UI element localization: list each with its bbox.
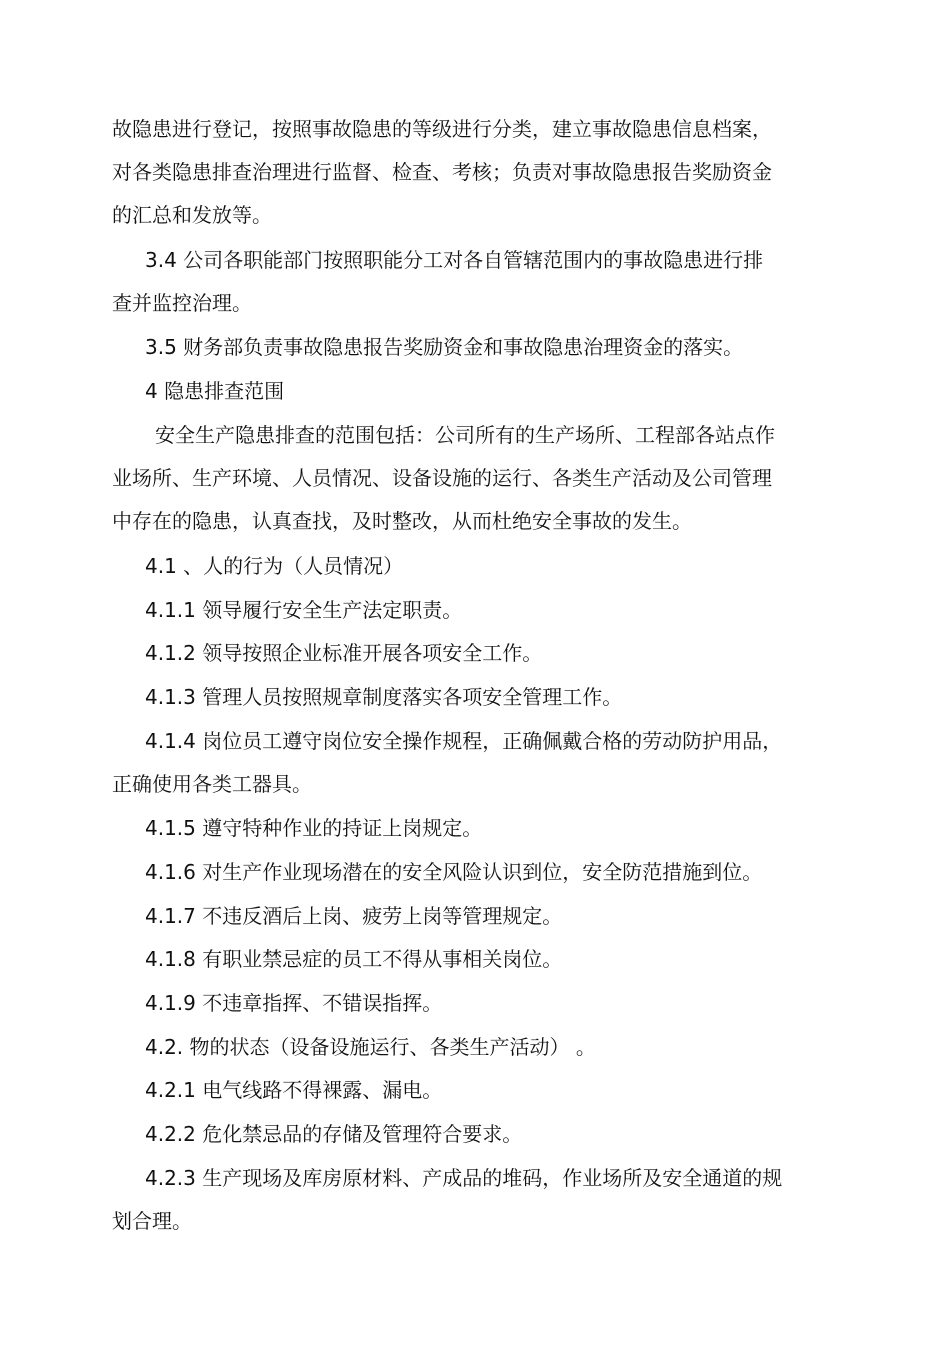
- item-4-1-6: 4.1.6 对生产作业现场潜在的安全风险认识到位，安全防范措施到位。: [145, 860, 763, 884]
- item-4-1-8: 4.1.8 有职业禁忌症的员工不得从事相关岗位。: [145, 947, 563, 971]
- paragraph-line: 查并监控治理。: [112, 291, 252, 315]
- section-3-4-line: 3.4 公司各职能部门按照职能分工对各自管辖范围内的事故隐患进行排: [145, 248, 764, 272]
- paragraph-line: 业场所、生产环境、人员情况、设备设施的运行、各类生产活动及公司管理: [112, 466, 772, 490]
- section-4-1-heading: 4.1 、人的行为（人员情况）: [145, 554, 404, 578]
- item-4-1-7: 4.1.7 不违反酒后上岗、疲劳上岗等管理规定。: [145, 904, 563, 928]
- paragraph-line: 正确使用各类工器具。: [112, 772, 312, 796]
- paragraph-line: 故隐患进行登记，按照事故隐患的等级进行分类，建立事故隐患信息档案，: [112, 117, 772, 141]
- section-heading-4: 4 隐患排查范围: [145, 379, 285, 403]
- item-4-1-2: 4.1.2 领导按照企业标准开展各项安全工作。: [145, 641, 543, 665]
- item-4-2-2: 4.2.2 危化禁忌品的存储及管理符合要求。: [145, 1122, 523, 1146]
- paragraph-line: 划合理。: [112, 1209, 192, 1233]
- item-4-2-1: 4.2.1 电气线路不得裸露、漏电。: [145, 1078, 443, 1102]
- paragraph-line: 对各类隐患排查治理进行监督、检查、考核；负责对事故隐患报告奖励资金: [112, 160, 772, 184]
- item-4-1-5: 4.1.5 遵守特种作业的持证上岗规定。: [145, 816, 483, 840]
- paragraph-line: 安全生产隐患排查的范围包括：公司所有的生产场所、工程部各站点作: [155, 423, 775, 447]
- item-4-1-4: 4.1.4 岗位员工遵守岗位安全操作规程，正确佩戴合格的劳动防护用品，: [145, 729, 783, 753]
- item-4-1-3: 4.1.3 管理人员按照规章制度落实各项安全管理工作。: [145, 685, 623, 709]
- item-4-2-3: 4.2.3 生产现场及库房原材料、产成品的堆码，作业场所及安全通道的规: [145, 1166, 783, 1190]
- section-3-5-line: 3.5 财务部负责事故隐患报告奖励资金和事故隐患治理资金的落实。: [145, 335, 744, 359]
- item-4-1-9: 4.1.9 不违章指挥、不错误指挥。: [145, 991, 443, 1015]
- paragraph-line: 中存在的隐患，认真查找，及时整改，从而杜绝安全事故的发生。: [112, 509, 692, 533]
- section-4-2-heading: 4.2. 物的状态（设备设施运行、各类生产活动） 。: [145, 1035, 596, 1059]
- item-4-1-1: 4.1.1 领导履行安全生产法定职责。: [145, 598, 463, 622]
- paragraph-line: 的汇总和发放等。: [112, 203, 272, 227]
